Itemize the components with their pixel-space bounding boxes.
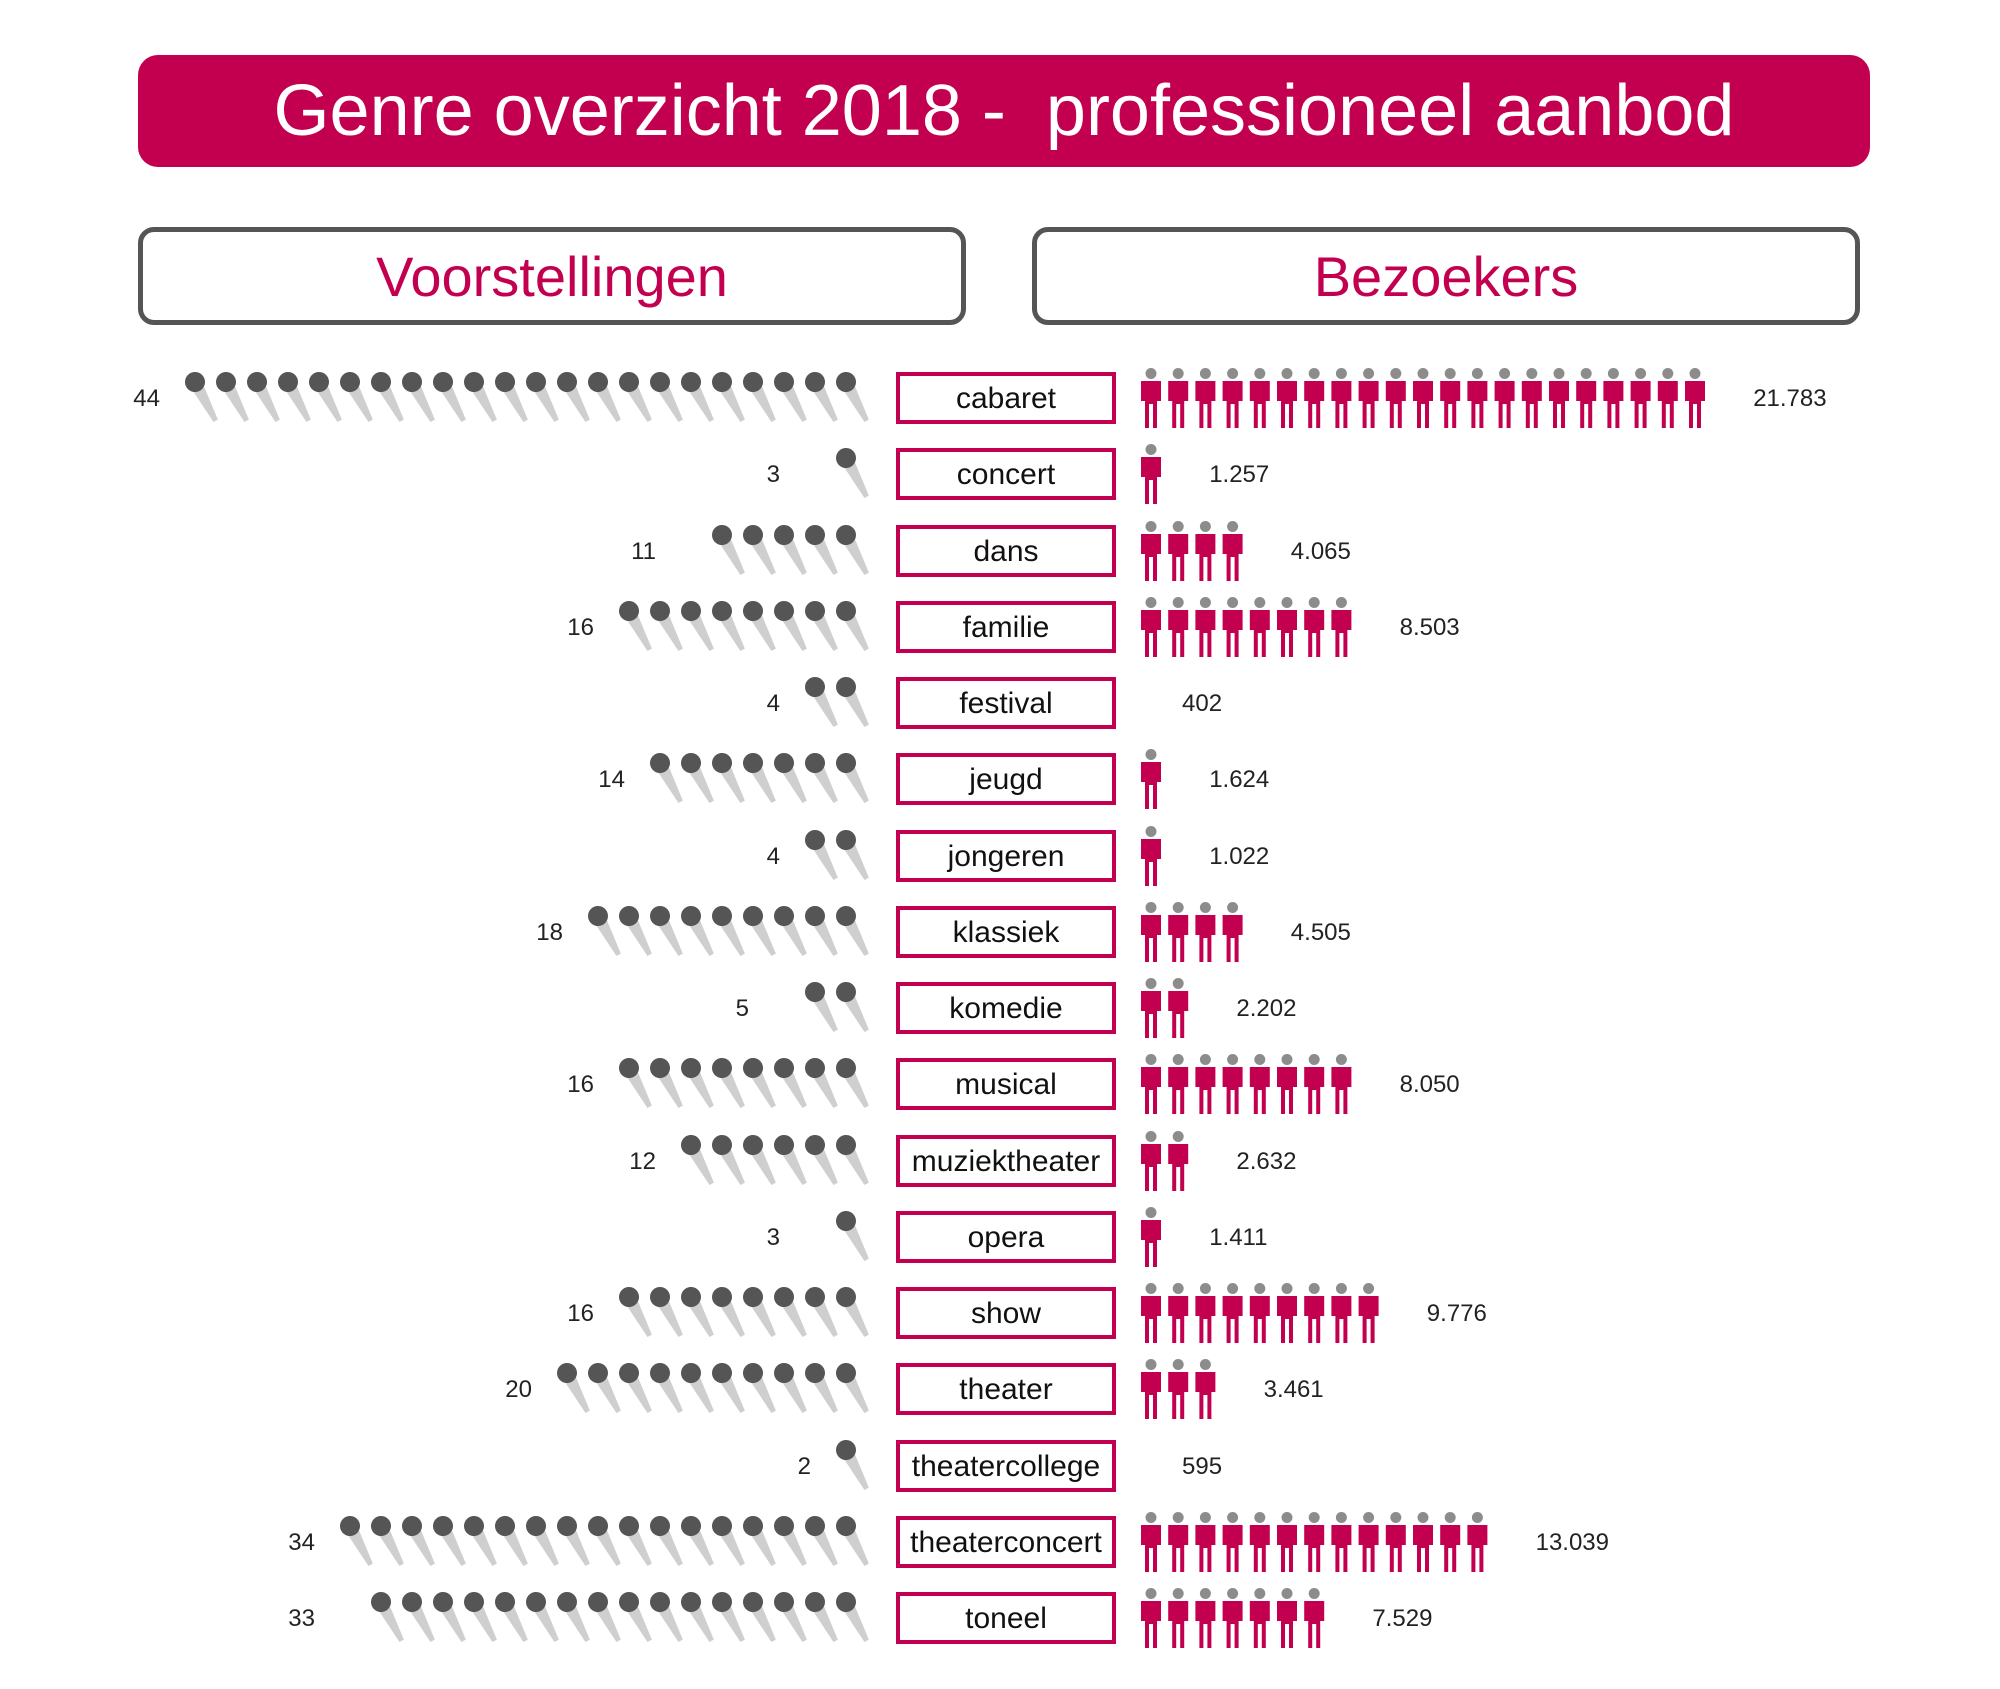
person-icon [1223, 1054, 1243, 1114]
person-icon [1250, 597, 1270, 657]
visitors-value: 13.039 [1535, 1529, 1610, 1556]
person-icon [1141, 826, 1161, 886]
person-icon [1168, 444, 1188, 504]
visitors-value: 1.411 [1209, 1224, 1268, 1251]
person-icon [1304, 597, 1324, 657]
person-icon [1141, 368, 1161, 428]
person-icon [1223, 368, 1243, 428]
visitors-value: 7.529 [1372, 1605, 1433, 1632]
person-icon [1549, 368, 1569, 428]
visitors-value: 4.065 [1290, 538, 1351, 565]
person-icon [1386, 1512, 1406, 1572]
person-icon [1440, 1512, 1460, 1572]
visitors-value: 595 [1182, 1453, 1223, 1480]
genre-label: jongeren [947, 840, 1065, 873]
person-icon [1576, 368, 1596, 428]
performances-value: 11 [631, 538, 656, 565]
row-theatercollege [798, 1436, 1222, 1496]
genre-label: toneel [965, 1602, 1047, 1635]
visitors-value: 9.776 [1426, 1300, 1487, 1327]
visitors-value: 1.022 [1209, 843, 1270, 870]
visitors-value: 1.624 [1209, 766, 1270, 793]
person-icon [1277, 1283, 1297, 1343]
person-icon [1141, 1283, 1161, 1343]
performances-value: 3 [766, 461, 780, 488]
person-icon [1141, 597, 1161, 657]
genre-label: muziektheater [911, 1145, 1101, 1178]
performances-value: 5 [735, 995, 749, 1022]
person-icon [1658, 368, 1678, 428]
person-icon [1168, 1207, 1188, 1267]
person-icon [1168, 1131, 1188, 1191]
person-icon [1168, 1283, 1188, 1343]
person-icon [1195, 1283, 1215, 1343]
person-icon [1277, 1054, 1297, 1114]
person-icon [1141, 673, 1161, 733]
visitors-value: 8.050 [1399, 1071, 1460, 1098]
microphone-icon [832, 978, 875, 1035]
performances-value: 34 [288, 1529, 315, 1556]
person-icon [1331, 1283, 1351, 1343]
row-festival [767, 673, 1222, 733]
performances-value: 14 [598, 766, 625, 793]
person-icon [1195, 1359, 1215, 1419]
person-icon [1250, 1588, 1270, 1648]
performances-value: 4 [766, 843, 780, 870]
person-icon [1223, 1283, 1243, 1343]
person-icon [1413, 1512, 1433, 1572]
person-icon [1168, 826, 1188, 886]
person-icon [1359, 368, 1379, 428]
performances-value: 16 [567, 1071, 594, 1098]
row-dans [631, 521, 1351, 581]
person-icon [1304, 1588, 1324, 1648]
row-toneel [288, 1588, 1432, 1648]
genre-label: dans [973, 535, 1039, 568]
person-icon [1685, 368, 1705, 428]
genre-label: concert [956, 458, 1056, 491]
microphone-icon [832, 1283, 875, 1340]
performances-value: 16 [567, 1300, 594, 1327]
person-icon [1141, 1588, 1161, 1648]
person-icon [1223, 1512, 1243, 1572]
genre-label: theatercollege [911, 1450, 1101, 1483]
row-jeugd [598, 749, 1269, 809]
person-icon [1141, 444, 1161, 504]
performances-value: 4 [766, 690, 780, 717]
microphone-icon [832, 444, 875, 501]
person-icon [1168, 978, 1188, 1038]
row-opera [767, 1207, 1268, 1267]
person-icon [1277, 1512, 1297, 1572]
person-icon [1195, 368, 1215, 428]
person-icon [1359, 597, 1379, 657]
person-icon [1603, 368, 1623, 428]
person-icon [1195, 902, 1215, 962]
person-icon [1359, 1512, 1379, 1572]
chart-title: Genre overzicht 2018 - professioneel aanbod [138, 55, 1870, 167]
visitors-header-label: Bezoekers [1313, 244, 1579, 308]
genre-label: show [970, 1297, 1042, 1330]
person-icon [1277, 1588, 1297, 1648]
person-icon [1495, 1512, 1515, 1572]
person-icon [1331, 368, 1351, 428]
person-icon [1331, 1512, 1351, 1572]
person-icon [1250, 1283, 1270, 1343]
person-icon [1223, 597, 1243, 657]
person-icon [1304, 1512, 1324, 1572]
row-theaterconcert [288, 1512, 1609, 1572]
person-icon [1359, 1283, 1379, 1343]
row-familie [567, 597, 1459, 657]
person-icon [1141, 902, 1161, 962]
visitors-value: 1.257 [1209, 461, 1270, 488]
person-icon [1195, 1054, 1215, 1114]
microphone-icon [832, 1436, 875, 1493]
person-icon [1141, 1131, 1161, 1191]
row-jongeren [767, 826, 1270, 886]
person-icon [1522, 368, 1542, 428]
row-show [567, 1283, 1487, 1343]
person-icon [1223, 1588, 1243, 1648]
person-icon [1331, 597, 1351, 657]
microphone-icon [832, 597, 875, 654]
row-komedie [736, 978, 1297, 1038]
microphone-icon [832, 902, 875, 959]
person-icon [1168, 521, 1188, 581]
person-icon [1195, 1512, 1215, 1572]
person-icon [1195, 1131, 1215, 1191]
visitors-value: 402 [1182, 690, 1223, 717]
row-klassiek [536, 902, 1351, 962]
person-icon [1712, 368, 1732, 428]
person-icon [1168, 749, 1188, 809]
person-icon [1141, 1207, 1161, 1267]
person-icon [1141, 749, 1161, 809]
person-icon [1467, 1512, 1487, 1572]
performances-value: 33 [288, 1605, 315, 1632]
performances-value: 18 [536, 919, 563, 946]
person-icon [1223, 521, 1243, 581]
visitors-value: 3.461 [1263, 1376, 1324, 1403]
visitors-value: 21.783 [1753, 385, 1827, 412]
row-muziektheater [629, 1131, 1296, 1191]
person-icon [1195, 597, 1215, 657]
performances-header-label: Voorstellingen [376, 244, 728, 308]
person-icon [1168, 597, 1188, 657]
person-icon [1195, 521, 1215, 581]
person-icon [1359, 1054, 1379, 1114]
person-icon [1304, 1054, 1324, 1114]
microphone-icon [832, 749, 875, 806]
visitors-value: 8.503 [1399, 614, 1460, 641]
genre-label: theaterconcert [910, 1526, 1102, 1559]
person-icon [1277, 597, 1297, 657]
person-icon [1223, 1359, 1243, 1419]
person-icon [1386, 1283, 1406, 1343]
row-theater [505, 1359, 1323, 1419]
genre-label: klassiek [952, 916, 1060, 949]
person-icon [1331, 1588, 1351, 1648]
visitors-value: 2.202 [1236, 995, 1297, 1022]
person-icon [1223, 902, 1243, 962]
microphone-icon [832, 368, 875, 425]
row-musical [567, 1054, 1459, 1114]
microphone-icon [832, 1512, 875, 1569]
person-icon [1413, 368, 1433, 428]
genre-label: jeugd [969, 763, 1043, 796]
person-icon [1631, 368, 1651, 428]
person-icon [1168, 1588, 1188, 1648]
microphone-icon [832, 673, 875, 730]
person-icon [1168, 1054, 1188, 1114]
person-icon [1250, 368, 1270, 428]
person-icon [1250, 902, 1270, 962]
person-icon [1195, 978, 1215, 1038]
genre-label: familie [962, 611, 1050, 644]
microphone-icon [832, 1359, 875, 1416]
microphone-icon [832, 1588, 875, 1645]
person-icon [1141, 1054, 1161, 1114]
person-icon [1168, 1512, 1188, 1572]
microphone-icon [832, 521, 875, 578]
microphone-icon [832, 1054, 875, 1111]
genre-label: cabaret [955, 382, 1057, 415]
person-icon [1440, 368, 1460, 428]
performances-value: 20 [505, 1376, 532, 1403]
performances-value: 16 [567, 614, 594, 641]
performances-value: 44 [133, 385, 160, 412]
microphone-icon [832, 1131, 875, 1188]
genre-label: theater [959, 1373, 1053, 1406]
row-concert [767, 444, 1270, 504]
person-icon [1168, 1359, 1188, 1419]
genre-label: musical [955, 1068, 1057, 1101]
person-icon [1304, 1283, 1324, 1343]
performances-value: 12 [629, 1148, 656, 1175]
visitors-value: 2.632 [1236, 1148, 1297, 1175]
genre-label: opera [967, 1221, 1045, 1254]
microphone-icon [832, 1207, 875, 1264]
person-icon [1386, 368, 1406, 428]
person-icon [1304, 368, 1324, 428]
person-icon [1141, 1359, 1161, 1419]
person-icon [1250, 521, 1270, 581]
person-icon [1250, 1512, 1270, 1572]
visitors-value: 4.505 [1290, 919, 1351, 946]
person-icon [1195, 1588, 1215, 1648]
person-icon [1141, 521, 1161, 581]
row-cabaret [133, 368, 1826, 428]
person-icon [1250, 1054, 1270, 1114]
genre-label: komedie [949, 992, 1063, 1025]
performances-value: 2 [797, 1453, 811, 1480]
person-icon [1141, 978, 1161, 1038]
person-icon [1168, 368, 1188, 428]
person-icon [1331, 1054, 1351, 1114]
person-icon [1141, 1436, 1161, 1496]
person-icon [1141, 1512, 1161, 1572]
person-icon [1467, 368, 1487, 428]
genre-label: festival [959, 687, 1053, 720]
person-icon [1168, 902, 1188, 962]
person-icon [1495, 368, 1515, 428]
performances-value: 3 [766, 1224, 780, 1251]
person-icon [1277, 368, 1297, 428]
microphone-icon [832, 826, 875, 883]
